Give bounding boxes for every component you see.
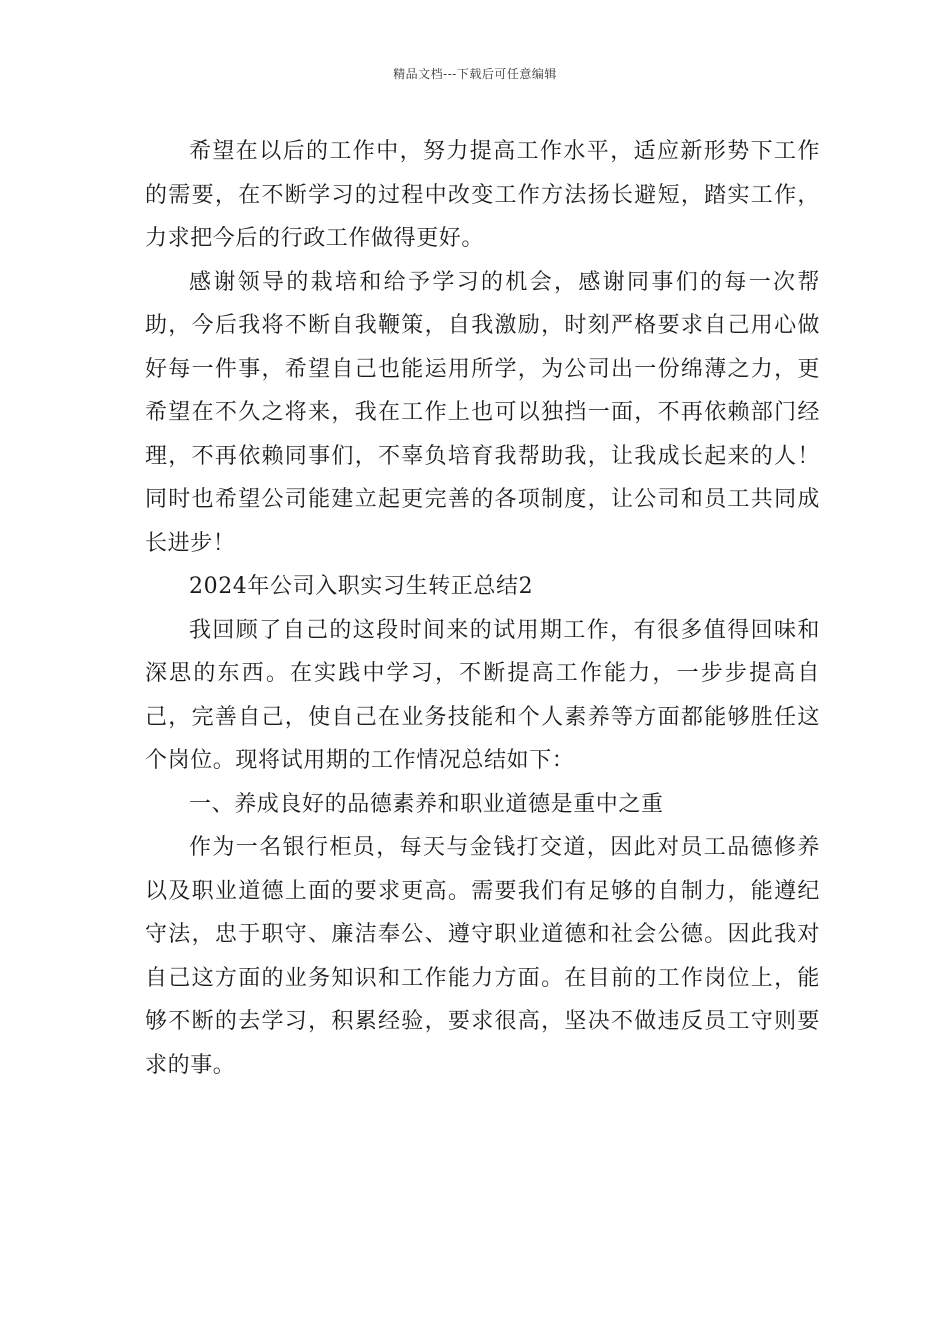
paragraph-thanks: 感谢领导的栽培和给予学习的机会，感谢同事们的每一次帮助，今后我将不断自我鞭策，自我激励，时刻严格要求自己用心做好每一件事，希望自己也能运用所学，为公司出一份绵薄之力，更希望在不久之将来，我在工作上也可以独挡一面，不再依赖部门经理，不再依赖同事们，不辜负培育我帮助我，让我成长起来的人！同时也希望公司能建立起更完善的各项制度，让公司和员工共同成长进步！ — [145, 269, 820, 556]
section-title: 2024年公司入职实习生转正总结2 — [189, 574, 534, 599]
paragraph-closing-hope: 希望在以后的工作中，努力提高工作水平，适应新形势下工作的需要，在不断学习的过程中改变工作方法扬长避短，踏实工作，力求把今后的行政工作做得更好。 — [145, 139, 820, 251]
paragraph-review: 我回顾了自己的这段时间来的试用期工作，有很多值得回味和深思的东西。在实践中学习，不断提高工作能力，一步步提高自己，完善自己，使自己在业务技能和个人素养等方面都能够胜任这个岗位。现将试用期的工作情况总结如下： — [145, 617, 820, 773]
document-body — [145, 130, 820, 1087]
paragraph-ethics: 作为一名银行柜员，每天与金钱打交道，因此对员工品德修养以及职业道德上面的要求更高。需要我们有足够的自制力，能遵纪守法，忠于职守、廉洁奉公、遵守职业道德和社会公德。因此我对自己这方面的业务知识和工作能力方面。在目前的工作岗位上，能够不断的去学习，积累经验，要求很高，坚决不做违反员工守则要求的事。 — [145, 835, 820, 1078]
page-header: 精品文档---下载后可任意编辑 — [393, 67, 557, 81]
subsection-heading: 一、养成良好的品德素养和职业道德是重中之重 — [189, 791, 664, 817]
